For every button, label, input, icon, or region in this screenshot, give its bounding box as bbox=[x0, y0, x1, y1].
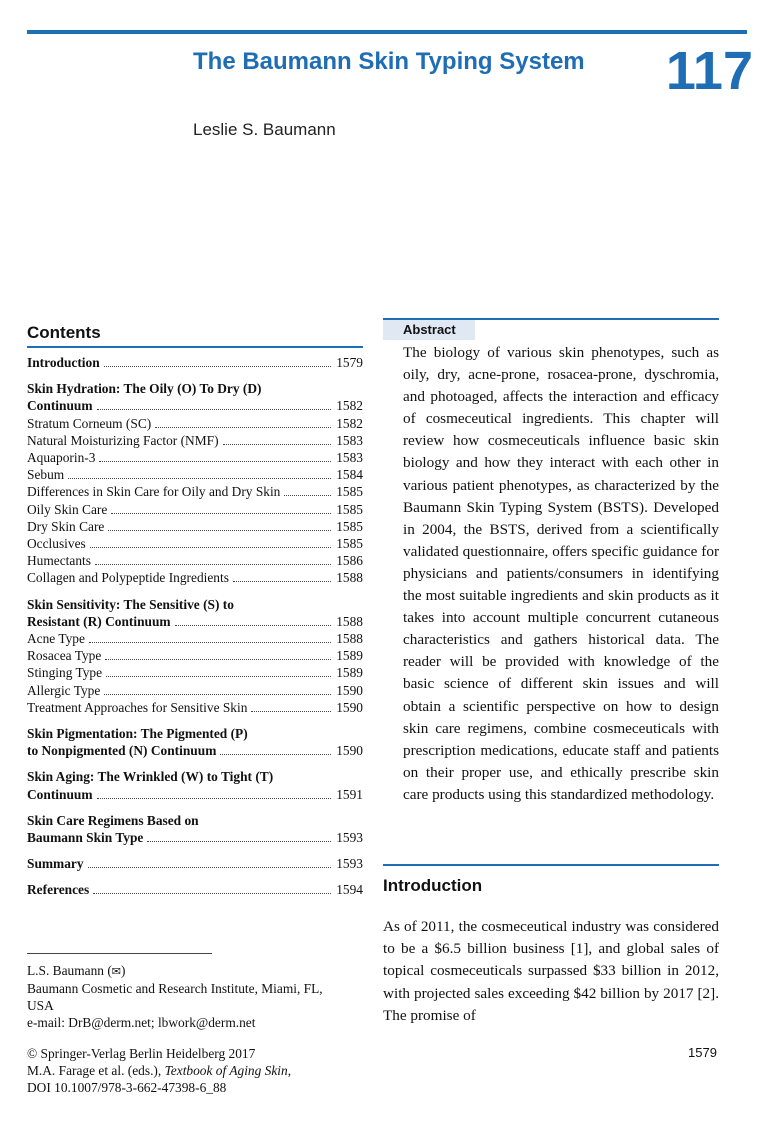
introduction-rule bbox=[383, 864, 719, 866]
toc-entry-label: Dry Skin Care bbox=[27, 518, 105, 534]
citation-suffix: , bbox=[287, 1063, 292, 1078]
toc-group bbox=[27, 768, 363, 802]
toc-entry-page: 1589 bbox=[336, 665, 363, 681]
toc-entry[interactable] bbox=[27, 647, 363, 664]
toc-group bbox=[27, 354, 363, 371]
toc-leader-dots bbox=[155, 427, 331, 428]
toc-entry[interactable] bbox=[27, 742, 363, 759]
toc-heading-line: Skin Hydration: The Oily (O) To Dry (D) bbox=[27, 381, 262, 397]
toc-leader-dots bbox=[105, 659, 331, 660]
toc-entry-label: Sebum bbox=[27, 467, 65, 483]
toc-entry-page: 1583 bbox=[336, 432, 363, 448]
toc-entry-page: 1593 bbox=[336, 856, 363, 872]
toc-entry-label: References bbox=[27, 882, 90, 898]
toc-entry-label: Continuum bbox=[27, 398, 93, 414]
toc-entry[interactable] bbox=[27, 483, 363, 500]
toc-group bbox=[27, 596, 363, 716]
author-affiliation bbox=[27, 962, 347, 1031]
affiliation-email[interactable]: e-mail: DrB@derm.net; lbwork@derm.net bbox=[27, 1015, 256, 1030]
toc-heading-line: Skin Aging: The Wrinkled (W) to Tight (T) bbox=[27, 769, 274, 785]
toc-entry-page: 1585 bbox=[336, 484, 363, 500]
toc-entry[interactable] bbox=[27, 415, 363, 432]
toc-entry-label: Stratum Corneum (SC) bbox=[27, 415, 152, 431]
toc-entry-label: Treatment Approaches for Sensitive Skin bbox=[27, 699, 248, 715]
toc-entry-label: Oily Skin Care bbox=[27, 501, 108, 517]
toc-entry[interactable] bbox=[27, 630, 363, 647]
toc-leader-dots bbox=[104, 366, 331, 367]
toc-leader-dots bbox=[223, 444, 331, 445]
toc-entry[interactable] bbox=[27, 501, 363, 518]
table-of-contents bbox=[27, 354, 363, 899]
citation-book-title: Textbook of Aging Skin bbox=[164, 1063, 288, 1078]
contents-heading: Contents bbox=[27, 323, 101, 342]
author-name: Leslie S. Baumann bbox=[193, 120, 336, 139]
toc-entry[interactable] bbox=[27, 613, 363, 630]
toc-leader-dots bbox=[220, 754, 331, 755]
introduction-text: As of 2011, the cosmeceutical industry was considered to be a $6.5 billion business [1], and global sales of topical cosmeceuticals surpassed $33 billion in 2012, with projected sales exceeding $42 billion by 2017 [2]. The promise of bbox=[383, 918, 719, 1024]
toc-entry-page: 1585 bbox=[336, 518, 363, 534]
affiliation-institution: Baumann Cosmetic and Research Institute, Miami, FL, USA bbox=[27, 981, 323, 1013]
toc-heading-line: Skin Sensitivity: The Sensitive (S) to bbox=[27, 596, 234, 612]
toc-leader-dots bbox=[90, 547, 331, 548]
toc-entry-page: 1591 bbox=[336, 786, 363, 802]
toc-entry[interactable] bbox=[27, 664, 363, 681]
toc-entry-label: Continuum bbox=[27, 786, 93, 802]
toc-entry[interactable] bbox=[27, 466, 363, 483]
affiliation-name-line bbox=[27, 962, 347, 980]
abstract-text: The biology of various skin phenotypes, such as oily, dry, acne-prone, rosacea-prone, dyschromia, and photoaged, affects the interaction and efficacy of cosmeceutical ingredients. This chapter will review how cosmeceuticals influence basic skin biology and how they interact with each other in various patient phenotypes, as characterized by the Baumann Skin Typing System (BSTS). Developed in 2004, the BSTS, derived from a scientifically validated questionnaire, offers specific guidance for physicians and patients/consumers in identifying the most suitable ingredients and skin products as it takes into account multiple concurrent cutaneous characteristics and gathers historical data. The reader will be provided with knowledge of the basic science of different skin issues and will obtain a scientific perspective on how to design skin care regimens, combine cosmeceuticals with prescription medications, educate staff and patients on their proper use, and ethically prescribe skin care products using this standardized methodology. bbox=[403, 344, 719, 803]
chapter-number: 117 bbox=[665, 41, 753, 101]
toc-entry-page: 1585 bbox=[336, 536, 363, 552]
toc-entry-page: 1594 bbox=[336, 882, 363, 898]
toc-entry-page: 1584 bbox=[336, 467, 363, 483]
page-number: 1579 bbox=[688, 1045, 717, 1060]
toc-entry[interactable] bbox=[27, 432, 363, 449]
toc-leader-dots bbox=[97, 409, 332, 410]
toc-entry-label: Humectants bbox=[27, 553, 91, 569]
toc-entry-page: 1588 bbox=[336, 613, 363, 629]
top-rule bbox=[27, 30, 747, 34]
toc-entry-label: Occlusives bbox=[27, 536, 86, 552]
toc-entry[interactable] bbox=[27, 569, 363, 586]
toc-leader-dots bbox=[88, 867, 331, 868]
toc-entry-label: Collagen and Polypeptide Ingredients bbox=[27, 570, 229, 586]
toc-entry-label: to Nonpigmented (N) Continuum bbox=[27, 743, 217, 759]
toc-entry-page: 1590 bbox=[336, 699, 363, 715]
toc-leader-dots bbox=[97, 798, 332, 799]
toc-leader-dots bbox=[95, 564, 331, 565]
toc-group bbox=[27, 812, 363, 846]
toc-leader-dots bbox=[68, 478, 331, 479]
toc-entry-label: Aquaporin-3 bbox=[27, 450, 96, 466]
toc-leader-dots bbox=[99, 461, 331, 462]
toc-entry-page: 1589 bbox=[336, 648, 363, 664]
toc-entry-label: Summary bbox=[27, 856, 84, 872]
toc-entry-page: 1586 bbox=[336, 553, 363, 569]
toc-entry-label: Natural Moisturizing Factor (NMF) bbox=[27, 432, 219, 448]
toc-entry-label: Stinging Type bbox=[27, 665, 103, 681]
toc-group bbox=[27, 855, 363, 872]
toc-entry-label: Differences in Skin Care for Oily and Dry Skin bbox=[27, 484, 281, 500]
toc-entry[interactable] bbox=[27, 354, 363, 371]
toc-entry[interactable] bbox=[27, 535, 363, 552]
affiliation-name: L.S. Baumann ( bbox=[27, 963, 112, 978]
toc-leader-dots bbox=[111, 513, 331, 514]
toc-entry[interactable] bbox=[27, 552, 363, 569]
toc-entry-page: 1590 bbox=[336, 743, 363, 759]
toc-leader-dots bbox=[233, 581, 331, 582]
toc-entry-label: Allergic Type bbox=[27, 682, 101, 698]
toc-leader-dots bbox=[106, 676, 331, 677]
toc-entry-page: 1585 bbox=[336, 501, 363, 517]
toc-entry-label: Baumann Skin Type bbox=[27, 830, 144, 846]
toc-heading-line: Skin Pigmentation: The Pigmented (P) bbox=[27, 726, 248, 742]
contents-rule bbox=[27, 346, 363, 348]
toc-entry[interactable] bbox=[27, 449, 363, 466]
toc-entry-page: 1582 bbox=[336, 415, 363, 431]
introduction-heading: Introduction bbox=[383, 876, 483, 895]
toc-entry-page: 1579 bbox=[336, 355, 363, 370]
affiliation-name-close: ) bbox=[121, 963, 126, 978]
toc-entry[interactable] bbox=[27, 699, 363, 716]
toc-leader-dots bbox=[251, 711, 331, 712]
toc-leader-dots bbox=[284, 495, 331, 496]
envelope-icon: ✉ bbox=[111, 965, 122, 978]
citation-line bbox=[27, 1062, 347, 1079]
toc-entry[interactable] bbox=[27, 881, 363, 898]
toc-group bbox=[27, 881, 363, 898]
toc-leader-dots bbox=[175, 625, 331, 626]
copyright-line: © Springer-Verlag Berlin Heidelberg 2017 bbox=[27, 1046, 256, 1061]
toc-leader-dots bbox=[93, 893, 331, 894]
toc-entry-label: Resistant (R) Continuum bbox=[27, 613, 171, 629]
toc-entry[interactable] bbox=[27, 855, 363, 872]
copyright-block bbox=[27, 1045, 347, 1096]
chapter-title: The Baumann Skin Typing System bbox=[193, 48, 585, 75]
toc-leader-dots bbox=[89, 642, 331, 643]
toc-entry[interactable] bbox=[27, 397, 363, 414]
toc-entry-page: 1588 bbox=[336, 631, 363, 647]
toc-entry[interactable] bbox=[27, 786, 363, 803]
abstract-label: Abstract bbox=[403, 322, 456, 337]
toc-entry[interactable] bbox=[27, 518, 363, 535]
toc-entry-label: Introduction bbox=[27, 355, 100, 370]
toc-leader-dots bbox=[104, 694, 331, 695]
toc-leader-dots bbox=[147, 841, 331, 842]
toc-entry-page: 1582 bbox=[336, 398, 363, 414]
toc-entry-page: 1583 bbox=[336, 450, 363, 466]
toc-entry-page: 1593 bbox=[336, 830, 363, 846]
toc-entry[interactable] bbox=[27, 829, 363, 846]
toc-entry-page: 1588 bbox=[336, 570, 363, 586]
citation-editors: M.A. Farage et al. (eds.), bbox=[27, 1063, 165, 1078]
toc-entry-page: 1590 bbox=[336, 682, 363, 698]
toc-entry-label: Acne Type bbox=[27, 631, 85, 647]
toc-entry[interactable] bbox=[27, 682, 363, 699]
footnote-rule bbox=[27, 953, 212, 954]
doi-line[interactable]: DOI 10.1007/978-3-662-47398-6_88 bbox=[27, 1080, 227, 1095]
toc-heading-line: Skin Care Regimens Based on bbox=[27, 812, 199, 828]
toc-leader-dots bbox=[108, 530, 331, 531]
toc-group bbox=[27, 380, 363, 586]
toc-entry-label: Rosacea Type bbox=[27, 648, 102, 664]
toc-group bbox=[27, 725, 363, 759]
